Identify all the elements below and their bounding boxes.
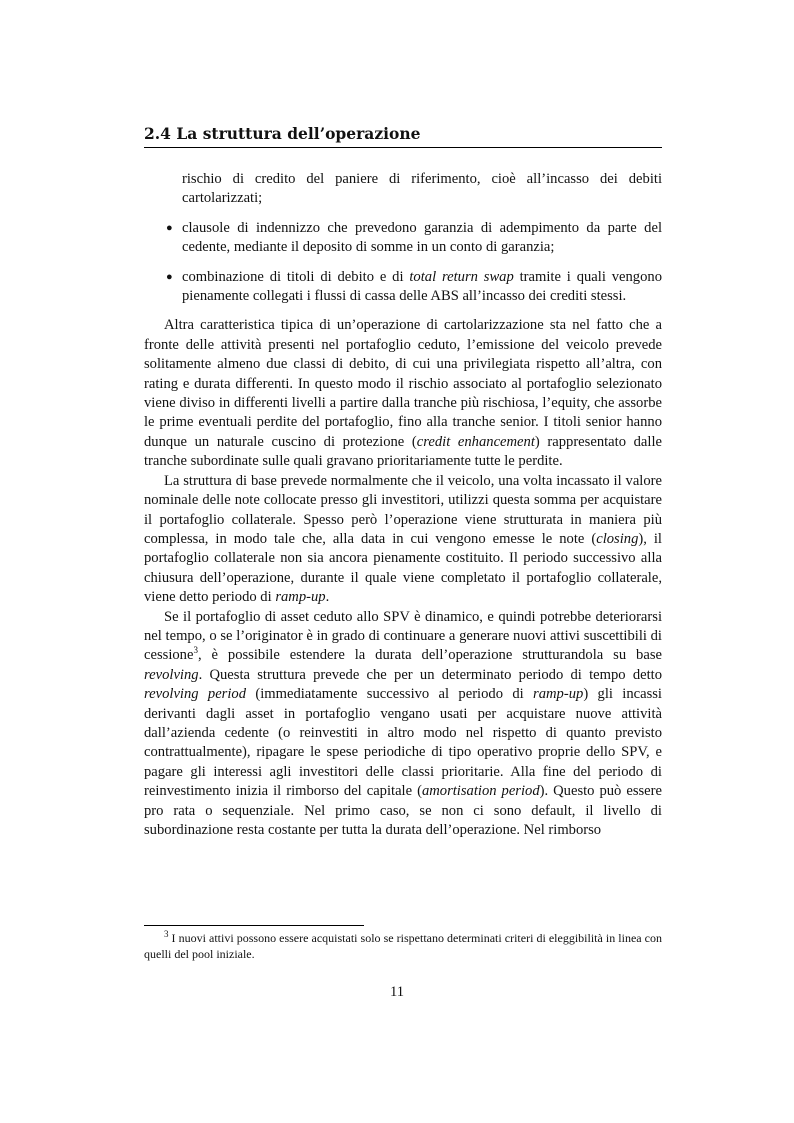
footnote: $^3$ I nuovi attivi possono essere acquistati solo se rispettano determinati criteri di eleggibilità in linea con quelli del pool iniziale. — [144, 929, 662, 961]
footnote-marker: 3 — [193, 645, 198, 656]
emphasis: amortisation period — [421, 783, 540, 800]
running-header — [144, 124, 662, 148]
footnote-rule — [144, 925, 364, 926]
bullet-icon: ● — [166, 270, 173, 283]
bullet-list — [144, 219, 662, 307]
emphasis: ramp-up — [275, 589, 326, 606]
footnote-number: 3 — [164, 929, 169, 939]
emphasis: ramp-up — [533, 686, 584, 703]
list-item: ● clausole di indennizzo che prevedono garanzia di adempimento da parte del cedente, mediante il deposito di somme in un conto di garanzia; — [166, 219, 662, 256]
paragraph: Se il portafoglio di asset ceduto allo SPV è dinamico, e quindi potrebbe deteriorarsi nel tempo, o se l’originator è in grado di continuare a generare nuovi attivi suscettibili di cessione$^3$, è possibile estendere la durata dell’operazione strutturandola su base revolving. Questa struttura prevede che per un determinato periodo di tempo detto revolving period (immediatamente successivo al periodo di ramp-up) gli incassi derivanti dagli asset in portafoglio vengano usati per acquistare nuove attività dall’azienda cedente (o reinvestiti in altro modo nel rispetto di quanto previsto contrattualmente), ripagare le spese periodiche di tipo operativo proprie dello SPV, e pagare gli interessi agli investitori delle classi prioritarie. Alla fine del periodo di reinvestimento inizia il rimborso del capitale (amortisation period). Questo può essere pro rata o sequenziale. Nel primo caso, se non ci sono default, il livello di subordinazione resta costante per tutta la durata dell’operazione. Nel rimborso — [144, 608, 662, 838]
emphasis: closing — [596, 530, 639, 547]
list-item: ● combinazione di titoli di debito e di total return swap tramite i quali vengono pienamente collegati i flussi di cassa delle ABS all’incasso dei crediti stessi. — [166, 268, 662, 305]
emphasis: credit enhancement — [416, 433, 535, 450]
emphasis: revolving period — [144, 686, 247, 703]
emphasis: revolving — [144, 666, 199, 683]
page-body — [144, 170, 662, 840]
page-number: 11 — [389, 984, 405, 1000]
bullet-icon: ● — [166, 221, 173, 234]
paragraph: La struttura di base prevede normalmente che il veicolo, una volta incassato il valore nominale delle note collocate presso gli investitori, utilizzi questa somma per acquistare il portafoglio collaterale. Spesso però l’operazione viene strutturata in maniera più complessa, in modo tale che, alla data in cui vengono emesse le note (closing), il portafoglio collaterale non sia ancora pienamente costituito. Il periodo successivo alla chiusura dell’operazione, durante il quale viene completato il portafoglio collaterale, viene detto periodo di ramp-up. — [144, 472, 662, 606]
list-continuation: rischio di credito del paniere di riferimento, cioè all’incasso dei debiti cartolarizzati; — [182, 171, 662, 207]
paragraph: Altra caratteristica tipica di un’operazione di cartolarizzazione sta nel fatto che a fronte delle attività presenti nel portafoglio ceduto, l’emissione del veicolo prevede solitamente almeno due classi di debito, di cui una privilegiata rispetto all’altra, con rating e durata differenti. In questo modo il rischio associato al portafoglio selezionato viene diviso in differenti livelli a partire dalla tranche più rischiosa, l’equity, che assorbe le prime eventuali perdite del portafoglio, fino alla tranche senior. I titoli senior hanno dunque un naturale cuscino di protezione (credit enhancement) rappresentato dalle tranche subordinate sulle quali gravano prioritariamente tutte le perdite. — [144, 317, 662, 470]
section-title: 2.4 La struttura dell’operazione — [144, 124, 421, 143]
emphasis: total return swap — [409, 268, 514, 285]
